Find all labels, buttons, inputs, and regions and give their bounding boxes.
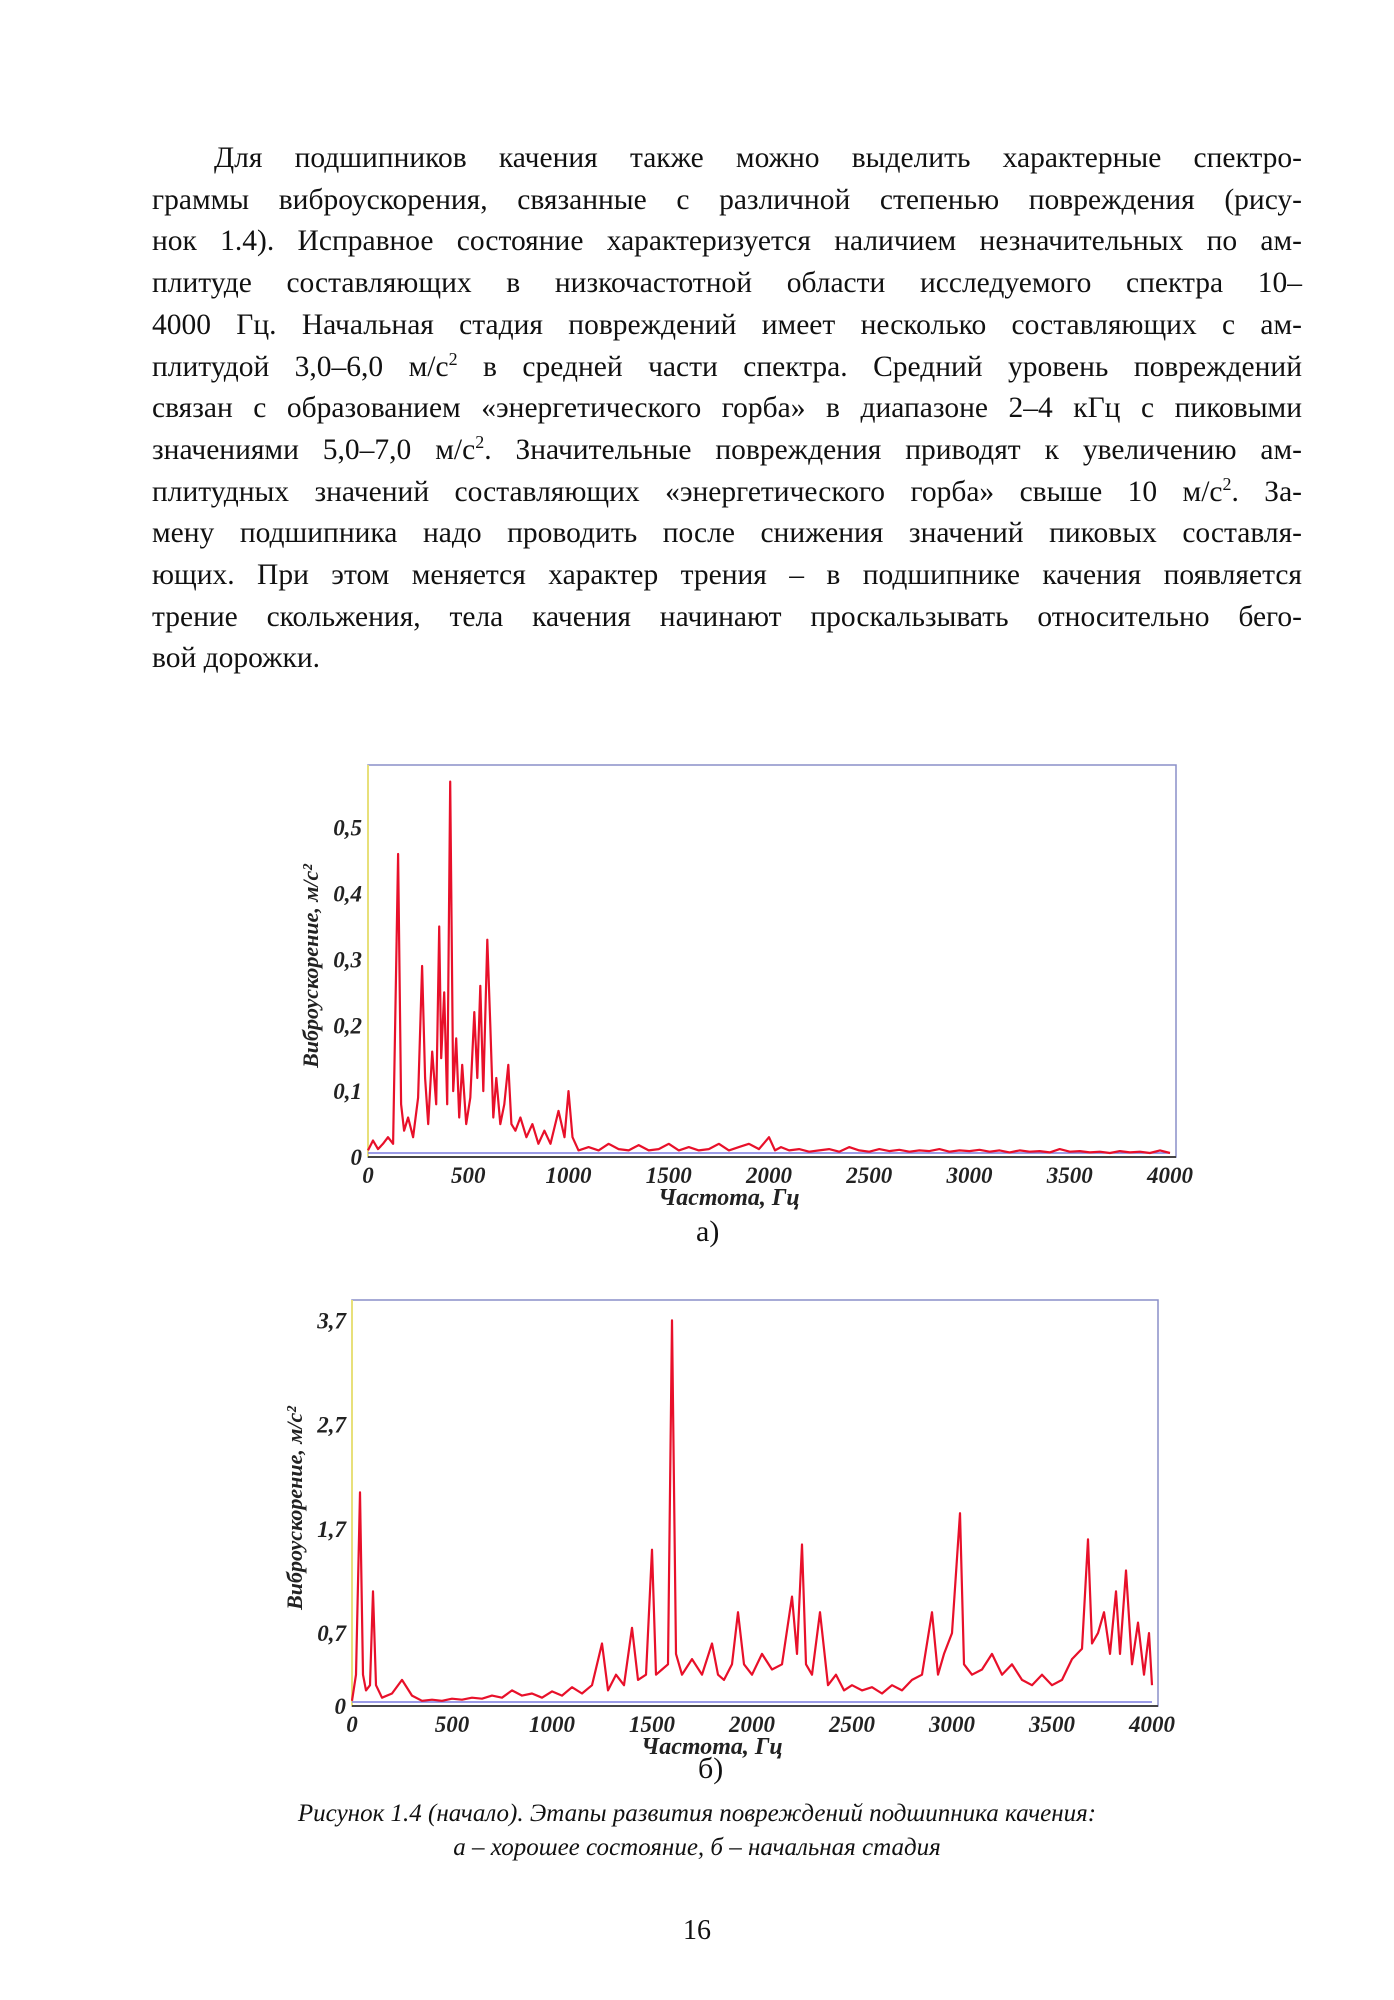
x-tick-label: 4000: [1147, 1163, 1193, 1188]
chart-b-svg: [270, 1290, 1190, 1780]
text-line: Для подшипников качения также можно выделить характерные спектро-: [214, 142, 1302, 174]
x-tick-label: 4000: [1129, 1712, 1175, 1737]
x-tick-label: 2500: [829, 1712, 875, 1737]
figure-caption-line2: а – хорошее состояние, б – начальная стадия: [453, 1834, 941, 1861]
text-line: [152, 472, 1302, 514]
sublabel-b: б): [698, 1752, 724, 1785]
y-tick-label: 2,7: [317, 1412, 346, 1438]
text-line: 4000 Гц. Начальная стадия повреждений имеет несколько составляющих с ам-: [152, 308, 1302, 341]
text-line: вой дорожки.: [152, 642, 321, 675]
y-tick-label: 1,7: [317, 1516, 346, 1542]
y-axis-label: Виброускорение, м/с²: [282, 1406, 307, 1610]
y-axis-label: Виброускорение, м/с²: [298, 864, 323, 1068]
plot-frame: [352, 1300, 1158, 1706]
x-tick-label: 2500: [846, 1163, 893, 1188]
x-tick-label: 1500: [629, 1712, 675, 1737]
y-tick-label: 0,5: [333, 815, 362, 841]
text-line: плитуде составляющих в низкочастотной области исследуемого спектра 10–: [152, 267, 1302, 300]
y-tick-label: 0,7: [317, 1621, 346, 1647]
text-segment: плитудой 3,0–6,0 м/с: [152, 350, 449, 383]
y-tick-label: 0,2: [333, 1013, 362, 1039]
spectrum-line: [368, 782, 1170, 1153]
text-line: трение скольжения, тела качения начинают проскальзывать относительно бего-: [152, 600, 1302, 633]
x-axis-label: Частота, Гц: [641, 1734, 783, 1760]
y-tick-label: 3,7: [317, 1308, 346, 1334]
x-tick-label: 3000: [946, 1163, 993, 1188]
text-segment: в средней части спектра. Средний уровень повреждений: [457, 350, 1302, 383]
text-line: [152, 347, 1302, 389]
y-tick-label: 0: [334, 1694, 346, 1719]
text-line: связан с образованием «энергетического горба» в диапазоне 2–4 кГц с пиковыми: [152, 392, 1302, 425]
y-tick-label: 0: [350, 1145, 362, 1170]
body-paragraph: [152, 138, 1302, 680]
y-tick-label: 0,4: [333, 881, 362, 907]
x-tick-label: 2000: [729, 1712, 775, 1737]
x-tick-label: 0: [346, 1712, 358, 1737]
superscript: 2: [475, 432, 485, 453]
chart-a: [290, 755, 1193, 1225]
x-tick-label: 1000: [529, 1712, 575, 1737]
text-line: граммы виброускорения, связанные с различной степенью повреждения (рису-: [152, 183, 1302, 216]
chart-b: [270, 1290, 1190, 1780]
figure-caption-line1: Рисунок 1.4 (начало). Этапы развития повреждений подшипника качения:: [297, 1800, 1097, 1827]
text-line: ющих. При этом меняется характер трения – в подшипнике качения появляется: [152, 559, 1302, 592]
page-number: 16: [683, 1915, 711, 1946]
plot-frame: [368, 765, 1176, 1157]
superscript: 2: [448, 348, 458, 369]
chart-a-svg: [290, 755, 1193, 1225]
text-segment: . За-: [1231, 475, 1302, 508]
text-line: нок 1.4). Исправное состояние характеризуется наличием незначительных по ам-: [152, 225, 1302, 258]
x-tick-label: 0: [362, 1163, 374, 1188]
spectrum-line: [352, 1320, 1152, 1700]
y-tick-label: 0,3: [333, 947, 362, 973]
x-tick-label: 3500: [1029, 1712, 1075, 1737]
x-tick-label: 2000: [746, 1163, 792, 1188]
superscript: 2: [1222, 473, 1232, 494]
x-axis-label: Частота, Гц: [658, 1185, 800, 1211]
y-tick-label: 0,1: [333, 1079, 362, 1105]
sublabel-a: а): [696, 1215, 720, 1248]
x-tick-label: 3000: [929, 1712, 975, 1737]
text-segment: плитудных значений составляющих «энергетического горба» свыше 10 м/с: [152, 475, 1223, 508]
text-segment: значениями 5,0–7,0 м/с: [152, 433, 476, 466]
text-line: [152, 430, 1302, 472]
text-segment: . Значительные повреждения приводят к увеличению ам-: [484, 433, 1302, 466]
x-tick-label: 3500: [1046, 1163, 1093, 1188]
x-tick-label: 500: [434, 1712, 470, 1737]
text-line: мену подшипника надо проводить после снижения значений пиковых составля-: [152, 517, 1302, 550]
x-tick-label: 1500: [645, 1163, 692, 1188]
x-tick-label: 1000: [545, 1163, 592, 1188]
x-tick-label: 500: [451, 1163, 486, 1188]
